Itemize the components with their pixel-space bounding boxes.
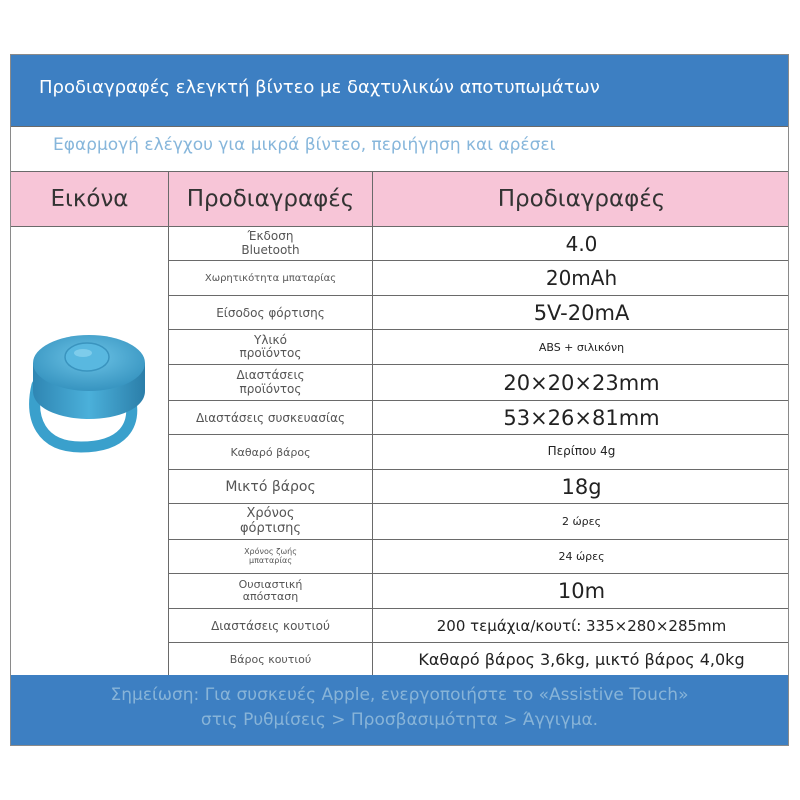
spec-label: Χρόνος ζωής μπαταρίας: [169, 540, 373, 573]
page-subtitle: Εφαρμογή ελέγχου για μικρά βίντεο, περιήγηση και αρέσει: [53, 135, 556, 155]
spec-label: Μικτό βάρος: [169, 470, 373, 503]
table-row: [169, 261, 789, 296]
spec-label: Διαστάσεις κουτιού: [169, 609, 373, 642]
spec-value: 18g: [561, 474, 602, 499]
table-row: [169, 330, 789, 365]
table-row: [169, 365, 789, 401]
table-header: [11, 171, 788, 227]
product-image-cell: [11, 227, 169, 675]
spec-value: 5V-20mA: [533, 300, 630, 325]
header-spec-name: Προδιαγραφές: [169, 172, 373, 226]
table-row: [169, 609, 789, 643]
table-row: [169, 574, 789, 609]
footer-note: [11, 675, 788, 746]
spec-label: Καθαρό βάρος: [169, 435, 373, 469]
table-row: [169, 540, 789, 574]
spec-label: Ουσιαστική απόσταση: [169, 574, 373, 608]
table-row: [169, 227, 789, 261]
spec-value: 10m: [557, 579, 606, 603]
spec-value: 4.0: [565, 231, 598, 256]
spec-label: Υλικό προϊόντος: [169, 330, 373, 364]
table-row: [169, 435, 789, 470]
spec-label: Βάρος κουτιού: [169, 643, 373, 675]
table-row: [169, 643, 789, 675]
spec-value: 20mAh: [545, 266, 618, 290]
table-row: [169, 401, 789, 435]
spec-rows: [169, 227, 789, 675]
spec-value: 24 ώρες: [558, 550, 605, 563]
footer-line-1: Σημείωση: Για συσκευές Apple, ενεργοποιήστε το «Assistive Touch»: [110, 685, 689, 705]
title-bar: [11, 55, 788, 127]
spec-value: 200 τεμάχια/κουτί: 335×280×285mm: [436, 616, 727, 635]
spec-sheet: [10, 54, 789, 746]
spec-value: Καθαρό βάρος 3,6kg, μικτό βάρος 4,0kg: [418, 649, 745, 669]
spec-label: Έκδοση Bluetooth: [169, 227, 373, 260]
spec-value: ABS + σιλικόνη: [538, 340, 625, 354]
blue-ring-controller-icon: [23, 323, 153, 453]
table-row: [169, 296, 789, 330]
spec-value: 20×20×23mm: [503, 370, 660, 395]
footer-line-2: στις Ρυθμίσεις > Προσβασιμότητα > Άγγιγμα.: [200, 710, 599, 730]
spec-label: Χωρητικότητα μπαταρίας: [169, 261, 373, 295]
spec-label: Διαστάσεις προϊόντος: [169, 365, 373, 400]
spec-label: Χρόνος φόρτισης: [169, 504, 373, 539]
table-row: [169, 470, 789, 504]
page-title: Προδιαγραφές ελεγκτή βίντεο με δαχτυλικών αποτυπωμάτων: [39, 77, 600, 98]
header-spec-value: Προδιαγραφές: [497, 186, 666, 212]
header-image: Εικόνα: [11, 172, 169, 226]
spec-value: Περίπου 4g: [547, 444, 616, 459]
table-row: [169, 504, 789, 540]
spec-value: 53×26×81mm: [503, 405, 660, 430]
spec-label: Είσοδος φόρτισης: [169, 296, 373, 329]
spec-value: 2 ώρες: [561, 515, 602, 528]
spec-label: Διαστάσεις συσκευασίας: [169, 401, 373, 434]
